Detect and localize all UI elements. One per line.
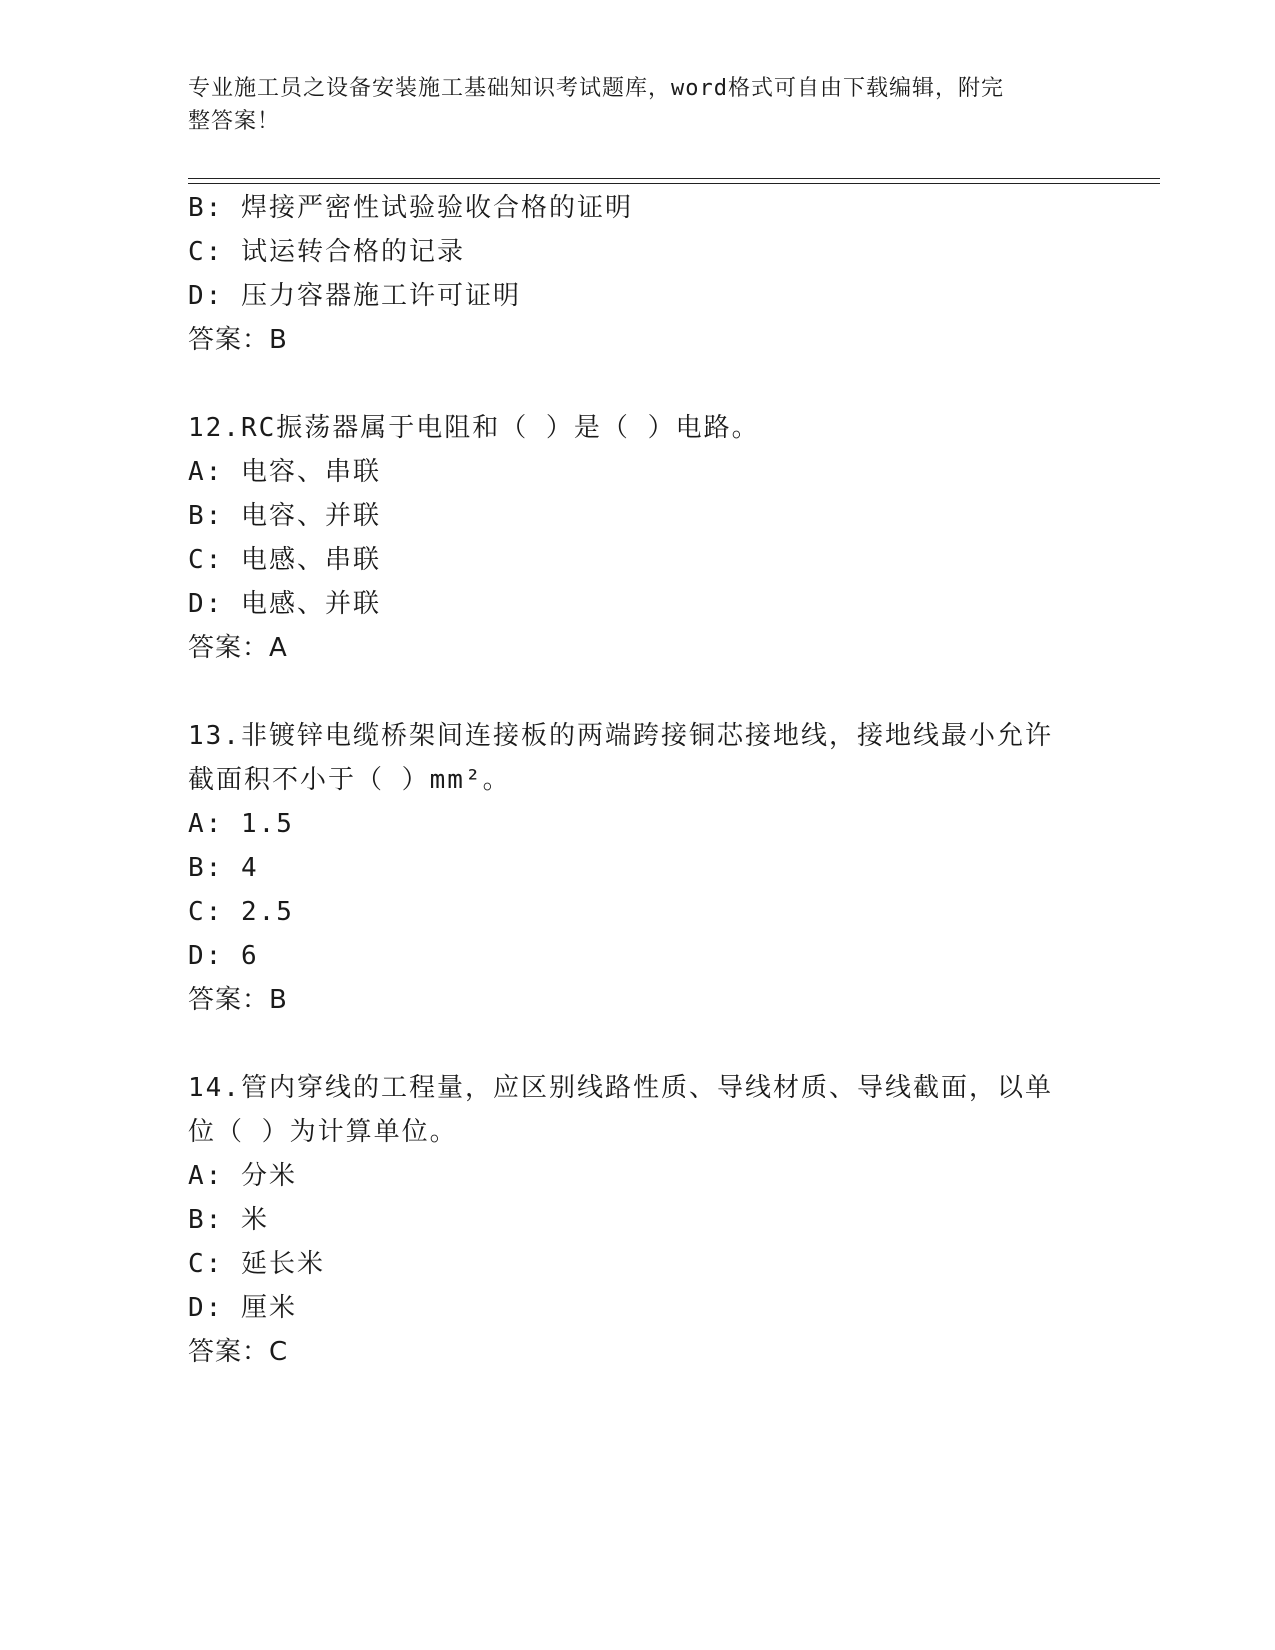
header-line-1: 专业施工员之设备安装施工基础知识考试题库，word格式可自由下载编辑，附完 <box>188 76 1004 101</box>
header-divider-bottom <box>188 183 1160 184</box>
q11-option-d: D: 压力容器施工许可证明 <box>188 281 521 311</box>
q14-stem-line-2: 位（ ）为计算单位。 <box>188 1117 458 1147</box>
q14-answer: 答案：C <box>188 1337 289 1367</box>
q13-stem-line-2: 截面积不小于（ ）mm²。 <box>188 765 511 795</box>
q12-option-a: A: 电容、串联 <box>188 457 381 487</box>
q14-option-c: C: 延长米 <box>188 1249 325 1279</box>
q13-answer: 答案：B <box>188 985 288 1015</box>
document-header <box>188 72 1068 138</box>
header-line-2: 整答案！ <box>188 109 281 134</box>
q12-answer: 答案：A <box>188 633 288 663</box>
header-divider-top <box>188 178 1160 179</box>
q11-answer: 答案：B <box>188 325 288 355</box>
q13-option-b: B: 4 <box>188 853 259 883</box>
q12-option-d: D: 电感、并联 <box>188 589 381 619</box>
q11-option-b: B: 焊接严密性试验验收合格的证明 <box>188 193 633 223</box>
q12-option-c: C: 电感、串联 <box>188 545 381 575</box>
q14-option-d: D: 厘米 <box>188 1293 297 1323</box>
q12-option-b: B: 电容、并联 <box>188 501 381 531</box>
q13-option-c: C: 2.5 <box>188 897 294 927</box>
q13-option-d: D: 6 <box>188 941 259 971</box>
q11-option-c: C: 试运转合格的记录 <box>188 237 465 267</box>
q13-stem-line-1: 13.非镀锌电缆桥架间连接板的两端跨接铜芯接地线，接地线最小允许 <box>188 721 1053 751</box>
q12-stem: 12.RC振荡器属于电阻和（ ）是（ ）电路。 <box>188 413 760 443</box>
q13-option-a: A: 1.5 <box>188 809 294 839</box>
q14-option-a: A: 分米 <box>188 1161 297 1191</box>
q14-stem-line-1: 14.管内穿线的工程量，应区别线路性质、导线材质、导线截面，以单 <box>188 1073 1053 1103</box>
q14-option-b: B: 米 <box>188 1205 269 1235</box>
